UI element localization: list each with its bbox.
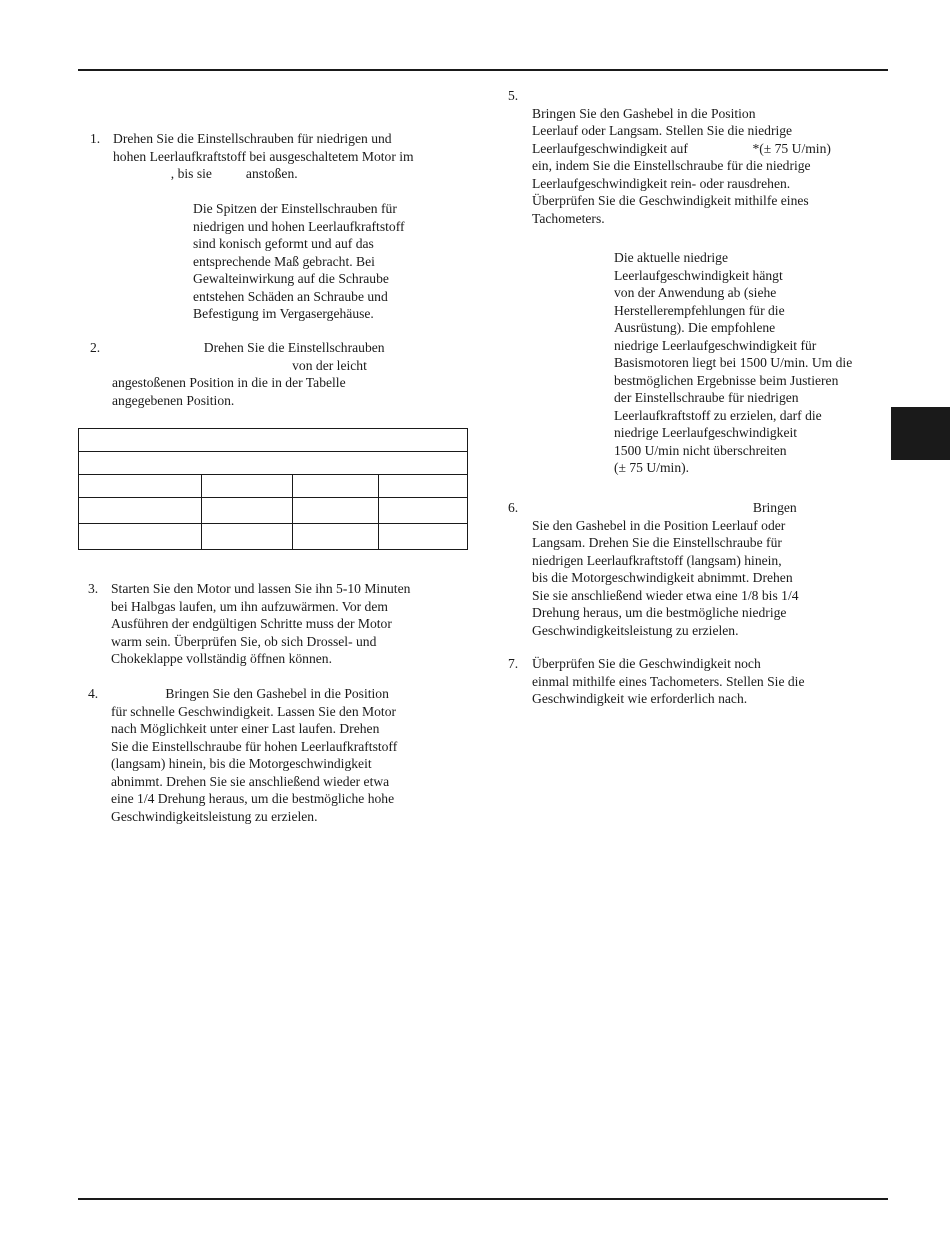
table-cell bbox=[79, 475, 202, 498]
note-line: 1500 U/min nicht überschreiten bbox=[614, 442, 787, 458]
step-4-line: für schnelle Geschwindigkeit. Lassen Sie den Motor bbox=[111, 703, 397, 719]
section-thumb-tab bbox=[891, 407, 950, 460]
table-cell bbox=[293, 498, 379, 524]
step-2-number: 2. bbox=[90, 340, 101, 355]
step-5-line: Leerlaufgeschwindigkeit rein- oder rausdrehen. bbox=[532, 175, 791, 191]
step-6-line: Sie sie anschließend wieder etwa eine 1/8 bis 1/4 bbox=[532, 587, 799, 603]
note-line: Herstellerempfehlungen für die bbox=[614, 302, 785, 318]
step-2-line: Drehen Sie die Einstellschrauben bbox=[112, 340, 385, 355]
step-3-line: warm sein. Überprüfen Sie, ob sich Drossel- und bbox=[111, 633, 377, 649]
step-7-number: 7. bbox=[508, 656, 519, 671]
step-5-line: Überprüfen Sie die Geschwindigkeit mithilfe eines bbox=[532, 193, 809, 208]
step-3-line: bei Halbgas laufen, um ihn aufzuwärmen. Vor dem bbox=[111, 598, 388, 614]
note-line: Leerlaufgeschwindigkeit hängt bbox=[614, 267, 783, 283]
step-1-line: Drehen Sie die Einstellschrauben für niedrigen und bbox=[113, 131, 392, 146]
step-1-line: hohen Leerlaufkraftstoff bei ausgeschaltetem Motor im bbox=[113, 148, 414, 164]
note-line: (± 75 U/min). bbox=[614, 460, 690, 475]
step-2-line: angegebenen Position. bbox=[112, 392, 235, 408]
table-cell bbox=[202, 524, 293, 550]
step-4-line: Bringen Sie den Gashebel in die Position bbox=[111, 686, 389, 701]
step-5-note bbox=[614, 249, 852, 477]
step-2-line: angestoßenen Position in die in der Tabelle bbox=[112, 375, 346, 390]
step-4-line: Sie die Einstellschraube für hohen Leerlaufkraftstoff bbox=[111, 738, 398, 754]
step-6-line: Geschwindigkeitsleistung zu erzielen. bbox=[532, 622, 739, 638]
table-cell bbox=[293, 524, 379, 550]
step-5-number: 5. bbox=[508, 88, 519, 103]
step-5-line: Bringen Sie den Gashebel in die Position bbox=[532, 105, 756, 121]
note-line: niedrige Leerlaufgeschwindigkeit bbox=[614, 425, 798, 440]
note-line: entstehen Schäden an Schraube und bbox=[193, 288, 388, 304]
table-cell bbox=[79, 524, 202, 550]
note-line: der Einstellschraube für niedrigen bbox=[614, 390, 799, 405]
step-1-number: 1. bbox=[90, 131, 101, 146]
note-line: niedrige Leerlaufgeschwindigkeit für bbox=[614, 337, 817, 353]
table-cell bbox=[79, 498, 202, 524]
step-1-note bbox=[193, 200, 405, 323]
table-cell bbox=[79, 429, 468, 452]
table-cell bbox=[379, 524, 468, 550]
step-6-line: Bringen bbox=[532, 500, 797, 515]
step-4-line: Geschwindigkeitsleistung zu erzielen. bbox=[111, 808, 318, 824]
step-5-line: Leerlaufgeschwindigkeit auf *(± 75 U/min) bbox=[532, 140, 831, 156]
note-line: von der Anwendung ab (siehe bbox=[614, 285, 777, 300]
table-cell bbox=[293, 475, 379, 498]
table-cell bbox=[79, 452, 468, 475]
note-line: Gewalteinwirkung auf die Schraube bbox=[193, 271, 389, 286]
step-7-line: einmal mithilfe eines Tachometers. Stellen Sie die bbox=[532, 673, 805, 689]
step-6-line: bis die Motorgeschwindigkeit abnimmt. Drehen bbox=[532, 570, 793, 585]
step-6-line: Langsam. Drehen Sie die Einstellschraube für bbox=[532, 535, 782, 550]
note-line: niedrigen und hohen Leerlaufkraftstoff bbox=[193, 218, 405, 234]
footer-rule bbox=[78, 1198, 888, 1200]
table-subheader-row bbox=[79, 452, 468, 475]
note-line: Ausrüstung). Die empfohlene bbox=[614, 320, 776, 335]
note-line: Die aktuelle niedrige bbox=[614, 250, 728, 265]
step-5-line: ein, indem Sie die Einstellschraube für die niedrige bbox=[532, 158, 811, 173]
step-5-line: Leerlauf oder Langsam. Stellen Sie die niedrige bbox=[532, 123, 793, 138]
note-line: Die Spitzen der Einstellschrauben für bbox=[193, 201, 397, 216]
step-5-line: Tachometers. bbox=[532, 210, 605, 226]
note-line: Basismotoren liegt bei 1500 U/min. Um die bbox=[614, 355, 853, 370]
step-3-number: 3. bbox=[88, 581, 99, 596]
step-4-line: nach Möglichkeit unter einer Last laufen. Drehen bbox=[111, 721, 380, 736]
table-cell bbox=[379, 498, 468, 524]
settings-table bbox=[78, 428, 468, 550]
note-line: sind konisch geformt und auf das bbox=[193, 236, 374, 251]
step-3-line: Chokeklappe vollständig öffnen können. bbox=[111, 651, 332, 666]
table-row bbox=[79, 498, 468, 524]
step-6-number: 6. bbox=[508, 500, 519, 515]
step-4-line: (langsam) hinein, bis die Motorgeschwindigkeit bbox=[111, 756, 372, 771]
table-cell bbox=[379, 475, 468, 498]
table-header-row bbox=[79, 429, 468, 452]
note-line: Leerlaufkraftstoff zu erzielen, darf die bbox=[614, 407, 822, 423]
step-3-line: Ausführen der endgültigen Schritte muss der Motor bbox=[111, 616, 392, 631]
step-4-line: eine 1/4 Drehung heraus, um die bestmögliche hohe bbox=[111, 791, 395, 806]
table-cell bbox=[202, 498, 293, 524]
note-line: Befestigung im Vergasergehäuse. bbox=[193, 306, 374, 321]
step-4-number: 4. bbox=[88, 686, 99, 701]
step-3-line: Starten Sie den Motor und lassen Sie ihn 5-10 Minuten bbox=[111, 581, 411, 596]
note-line: entsprechende Maß gebracht. Bei bbox=[193, 253, 375, 269]
table-row bbox=[79, 475, 468, 498]
step-6-line: Sie den Gashebel in die Position Leerlauf oder bbox=[532, 517, 786, 533]
table-cell bbox=[202, 475, 293, 498]
step-4-line: abnimmt. Drehen Sie sie anschließend wieder etwa bbox=[111, 773, 390, 789]
step-7-line: Geschwindigkeit wie erforderlich nach. bbox=[532, 691, 748, 706]
step-6-line: niedrigen Leerlaufkraftstoff (langsam) hinein, bbox=[532, 552, 782, 568]
step-6-line: Drehung heraus, um die bestmögliche niedrige bbox=[532, 605, 787, 620]
table-row bbox=[79, 524, 468, 550]
note-line: bestmöglichen Ergebnisse beim Justieren bbox=[614, 372, 839, 388]
step-1-line: , bis sie anstoßen. bbox=[113, 166, 298, 181]
header-rule bbox=[78, 69, 888, 71]
step-2-line: von der leicht bbox=[112, 357, 367, 373]
step-7-line: Überprüfen Sie die Geschwindigkeit noch bbox=[532, 656, 761, 671]
